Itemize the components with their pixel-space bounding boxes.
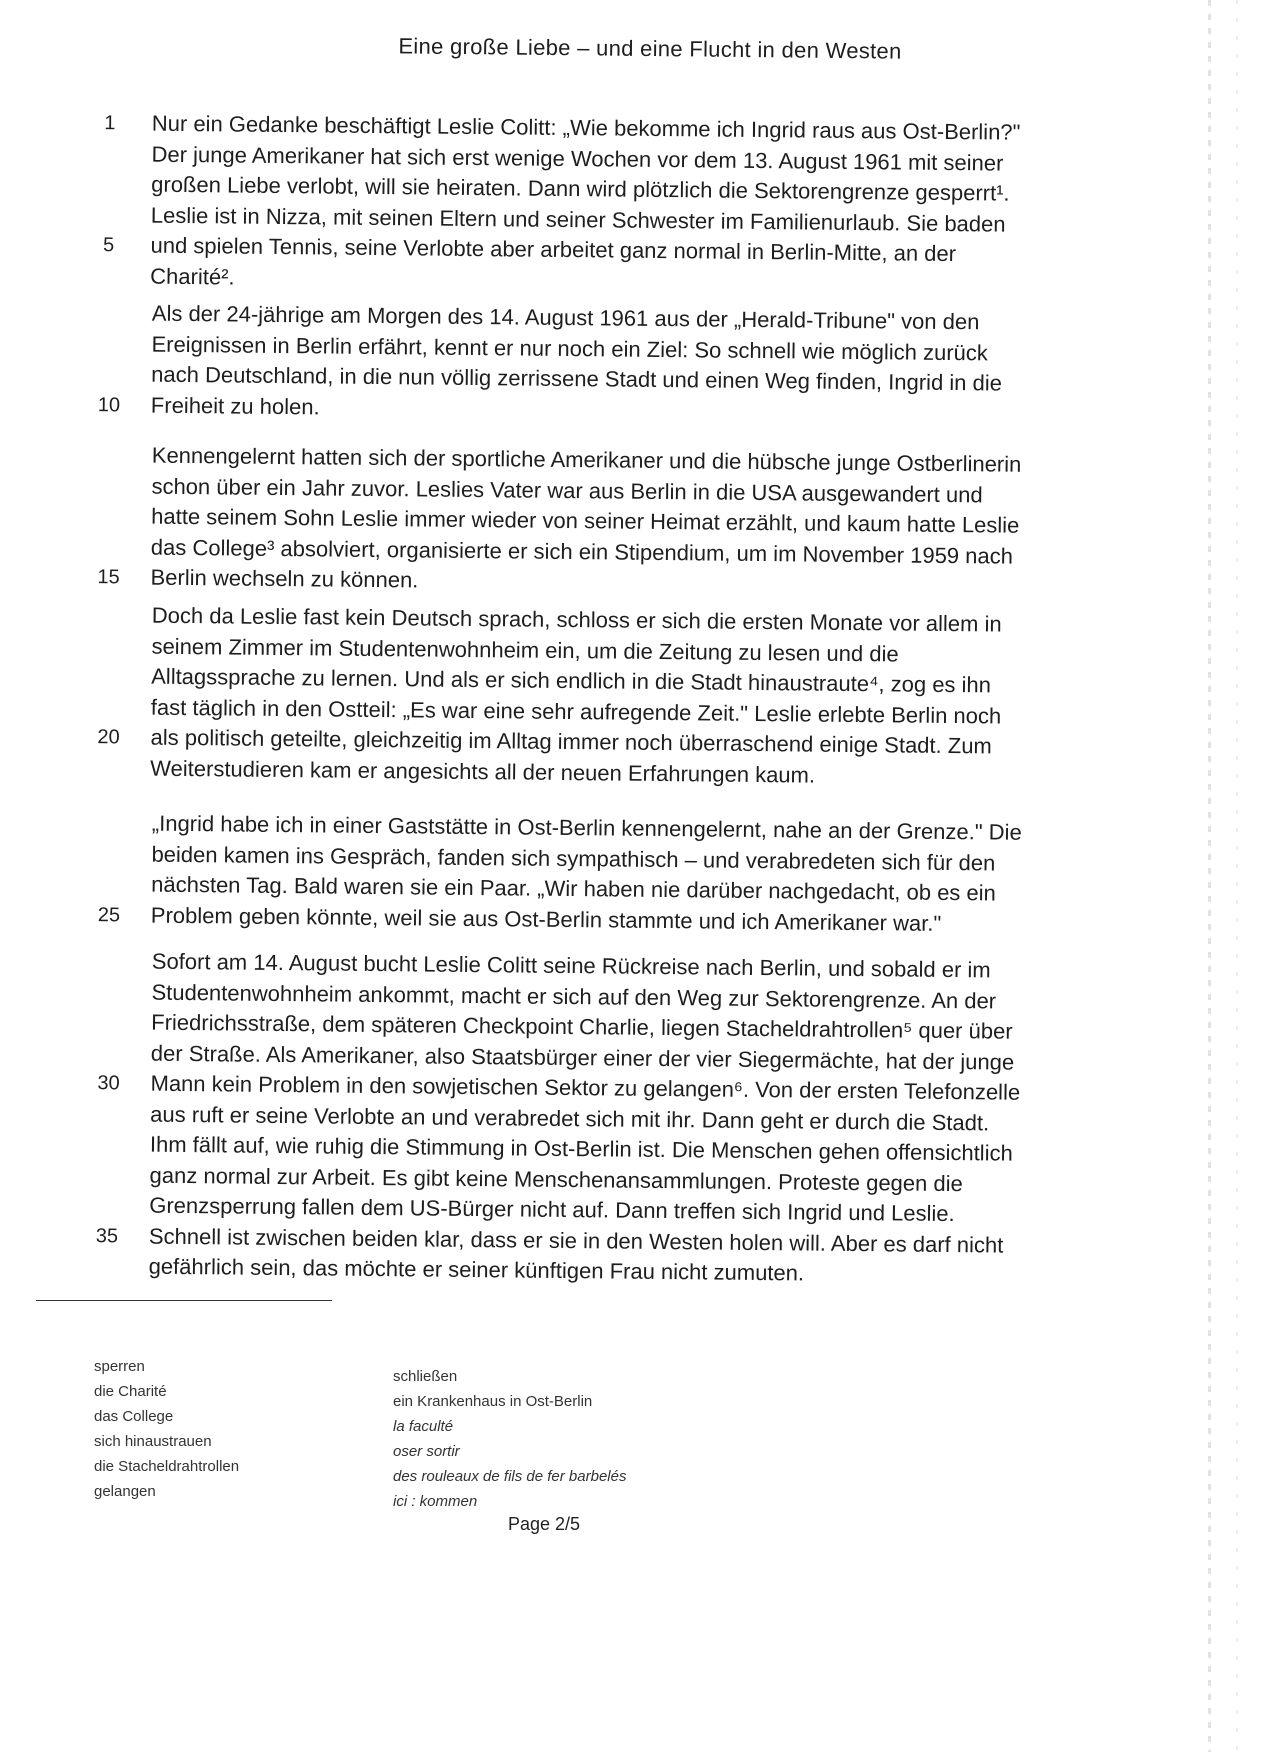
text-line: Grenzsperrung fallen dem US-Bürger nicht auf. Dann treffen sich Ingrid und Leslie. <box>149 1192 955 1227</box>
text-line: 1 Nur ein Gedanke beschäftigt Leslie Colitt: „Wie bekomme ich Ingrid raus aus Ost-Berlin?" <box>104 110 1021 145</box>
text-line: 30 Mann kein Problem in den sowjetischen Sektor zu gelangen⁶. Von der ersten Telefonzelle <box>97 1070 1021 1105</box>
footnote-term: gelangen <box>94 1483 156 1500</box>
footnote-explanation: ici : kommen <box>393 1493 478 1510</box>
text-line: 10 Freiheit zu holen. <box>97 392 320 419</box>
text-line: 5 und spielen Tennis, seine Verlobte aber arbeitet ganz normal in Berlin-Mitte, an der <box>102 232 957 267</box>
text-line: Sofort am 14. August bucht Leslie Colitt seine Rückreise nach Berlin, und sobald er im <box>151 948 991 983</box>
paragraph-6 <box>86 946 1139 1292</box>
footnote-explanation: schließen <box>393 1368 458 1385</box>
text-line: 20 als politisch geteilte, gleichzeitig im Alltag immer noch überraschend einige Stadt. Zum <box>97 724 992 759</box>
footnote-explanations <box>393 1364 626 1514</box>
footnote-explanation: la faculté <box>393 1418 454 1435</box>
scan-artifact <box>1208 0 1211 1752</box>
text-line: beiden kamen ins Gespräch, fanden sich sympathisch – und verabredeten sich für den <box>151 841 996 875</box>
text-line: Friedrichsstraße, dem späteren Checkpoint Charlie, liegen Stacheldrahtrollen⁵ quer über <box>151 1009 1013 1044</box>
text-line: Weiterstudieren kam er angesichts all der neuen Erfahrungen kaum. <box>150 755 816 788</box>
page-title: Eine große Liebe – und eine Flucht in den Westen <box>398 33 902 64</box>
text-line: nach Deutschland, in die nun völlig zerrissene Stadt und einen Weg finden, Ingrid in die <box>151 361 1003 396</box>
footnote-explanation: des rouleaux de fils de fer barbelés <box>393 1468 627 1485</box>
scan-artifact <box>1236 0 1238 1752</box>
paragraph-3 <box>88 440 1140 603</box>
text-line: aus ruft er seine Verlobte an und verabredet sich mit ihr. Dann geht er durch die Stadt. <box>150 1101 990 1135</box>
text-line: Kennengelernt hatten sich der sportliche Amerikaner und die hübsche junge Ostberlinerin <box>151 442 1022 477</box>
text-line: ganz normal zur Arbeit. Es gibt keine Menschenansammlungen. Proteste gegen die <box>149 1162 963 1196</box>
text-line: 15 Berlin wechseln zu können. <box>97 564 419 593</box>
footnote-term: sperren <box>94 1358 145 1375</box>
text-line: Studentenwohnheim ankommt, macht er sich auf den Weg zur Sektorengrenze. An der <box>151 979 997 1013</box>
footnote-explanation: oser sortir <box>393 1443 460 1460</box>
text-line: das College³ absolviert, organisierte er sich ein Stipendium, um im November 1959 nach <box>150 534 1014 569</box>
footnote-term: die Stacheldrahtrollen <box>94 1458 240 1475</box>
paragraph-5 <box>89 808 1140 941</box>
page-number: Page 2/5 <box>508 1514 581 1534</box>
text-line: fast täglich in den Ostteil: „Es war eine sehr aufregende Zeit." Leslie erlebte Berlin noch <box>150 694 1002 729</box>
text-line: 35 Schnell ist zwischen beiden klar, dass er sie in den Westen holen will. Aber es darf nicht <box>95 1223 1004 1258</box>
text-line: großen Liebe verlobt, will sie heiraten. Dann wird plötzlich die Sektorengrenze gesperrt¹. <box>151 171 1010 206</box>
text-line: Charité². <box>150 263 235 290</box>
footnote-divider <box>36 1300 332 1301</box>
text-line: nächsten Tag. Bald waren sie ein Paar. „Wir haben nie darüber nachgedacht, ob es ein <box>151 871 996 906</box>
footnote-term: die Charité <box>94 1383 167 1400</box>
text-line: „Ingrid habe ich in einer Gaststätte in Ost-Berlin kennengelernt, nahe an der Grenze." Die <box>151 810 1022 845</box>
footnote-explanation: ein Krankenhaus in Ost-Berlin <box>393 1393 593 1410</box>
text-line: der Straße. Als Amerikaner, also Staatsbürger einer der vier Siegermächte, hat der junge <box>150 1040 1015 1075</box>
text-line: gefährlich sein, das möchte er seiner künftigen Frau nicht zumuten. <box>148 1253 805 1286</box>
paragraph-2 <box>89 298 1140 431</box>
paragraph-4 <box>88 600 1140 794</box>
text-line: seinem Zimmer im Studentenwohnheim ein, um die Zeitung zu lesen und die <box>151 633 899 666</box>
text-line: Doch da Leslie fast kein Deutsch sprach, schloss er sich die ersten Monate vor allem in <box>151 602 1002 637</box>
text-line: Der junge Amerikaner hat sich erst wenige Wochen vor dem 13. August 1961 mit seiner <box>151 141 1004 176</box>
text-line: Leslie ist in Nizza, mit seinen Eltern und seiner Schwester im Familienurlaub. Sie baden <box>150 202 1006 237</box>
text-line: schon über ein Jahr zuvor. Leslies Vater war aus Berlin in die USA ausgewandert und <box>151 473 983 507</box>
text-line: Alltagssprache zu lernen. Und als er sich endlich in die Stadt hinaustraute⁴, zog es ihn <box>151 663 992 698</box>
footnote-terms <box>94 1354 239 1504</box>
text-line: Als der 24-jährige am Morgen des 14. August 1961 aus der „Herald-Tribune" von den <box>151 300 980 335</box>
text-line: hatte seinem Sohn Leslie immer wieder von seiner Heimat erzählt, und kaum hatte Leslie <box>151 503 1020 538</box>
footnote-term: sich hinaustrauen <box>94 1433 212 1450</box>
text-line: Ihm fällt auf, wie ruhig die Stimmung in Ost-Berlin ist. Die Menschen gehen offensichtlich <box>149 1131 1013 1166</box>
text-line: Ereignissen in Berlin erfährt, kennt er nur noch ein Ziel: So schnell wie möglich zurück <box>151 331 989 365</box>
paragraph-1 <box>88 108 1140 302</box>
footnote-term: das College <box>94 1408 174 1425</box>
text-line: 25 Problem geben könnte, weil sie aus Ost-Berlin stammte und ich Amerikaner war." <box>97 902 942 936</box>
